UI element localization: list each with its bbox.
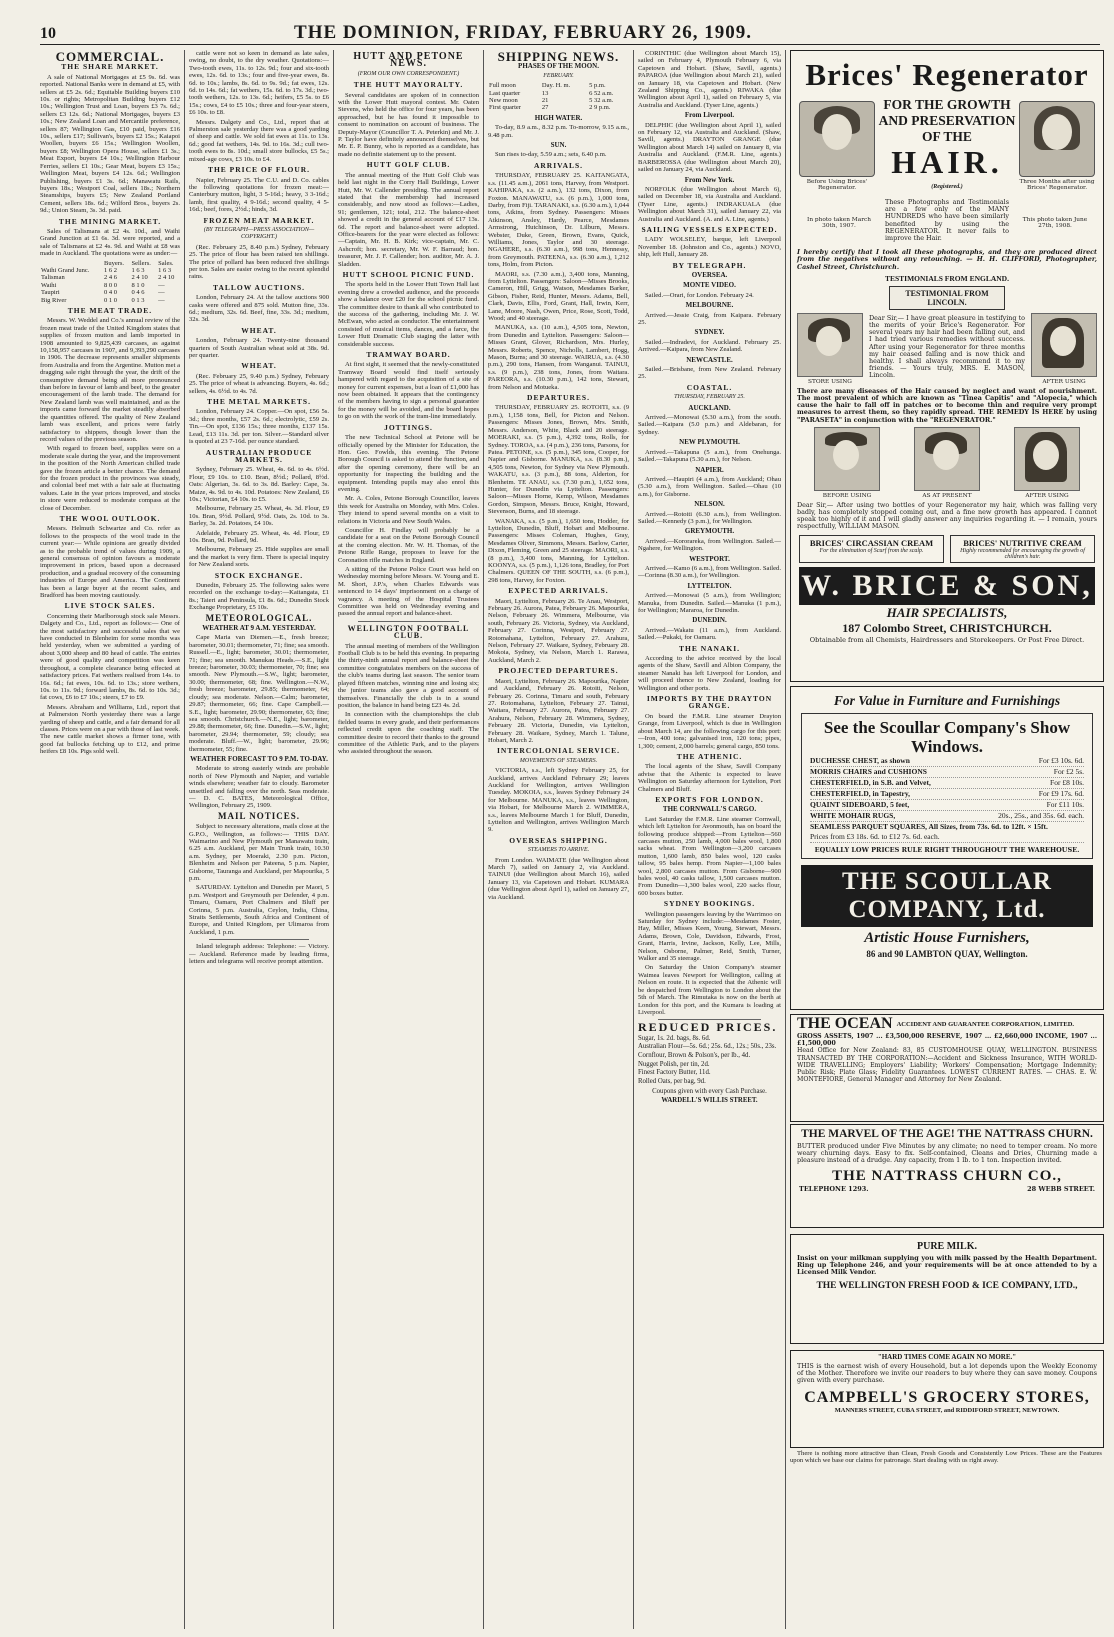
circassian-cream-box: BRICES' CIRCASSIAN CREAM For the elimination of Scurf from the scalp. (799, 535, 944, 563)
tramway-text: At first sight, it seemed that the newly-constituted Tramway Board would find itself seriously hampered with regard to the acquisition of a site of money for current expenses, but a loan of £1,000 has now been obtained. It appears that the contingency of the members having to sign a personal guarantee for the money will be avoided, and the board hopes to go on with the work of the tram-line immediately. (338, 361, 479, 421)
forecast-heading: WEATHER FORECAST TO 9 P.M. TO-DAY. (190, 754, 328, 763)
table-row: Waihi Grand Junc. 1 6 2 1 6 3 1 6 3 (41, 266, 172, 274)
issue-date: FRIDAY, FEBRUARY 26, 1909. (465, 22, 752, 43)
flour-text: Napier, February 25. The C.U. and D. Co. cables the following quotations for frozen meat:—Canterbury mutton, light, 3 5-16d.; heavy, 3 3-16d.; lamb, first quality, 4 9-16d.; second quality, 4 5-16d.; beef, fores, 2½d.; hinds, 3d. (189, 176, 329, 214)
golf-text: The annual meeting of the Hutt Golf Club was held last night in the Corry Hall Buildings, Lower Hutt, Mr. W. Callender presiding. The annual report stated that the membership had increased considerably, and now stood as follows:—Ladies, 91; gentlemen, 121; total, 212. The balance-sheet showed a credit in the general account of £17 13s. 6d. The report and balance-sheet were adopted. Office-bearers for the year were elected as follows:—Captain, Mr. H. B. Kirk; vice-captain, Mr. C. Ashcroft; hon. secretary, Mr. W. F. Barraud; hon. treasurer, Mr. J. F. Callender; hon. auditor, Mr. A. J. Sladden. (338, 171, 479, 268)
mail-text-2: SATURDAY. Lyttelton and Dunedin per Maori, 5 p.m. Westport and Greymouth per Defender, 4 p.m. Timaru, Oamaru, Port Chalmers and Bluff per Corinna, 5 p.m. Australia, Ceylon, India, China, Straits Settlements, South Africa and Continent of Europe, and United Kingdom, per Ulimaroa from Auckland, 1 p.m. (189, 884, 329, 936)
livestock-text: Concerning their Marlborough stock sale Messrs. Dalgety and Co., Ltd., report as follows:— One of the most satisfactory and successful sales that we have conducted in Blenheim for some months was held yesterday, when we submitted a yarding of about 3,000 sheep and 80 head of cattle. The entries were of good quality and competition was keen throughout, a complete clearance being effected at satisfactory prices. Fat wethers realised from 14s. to 16s. 6d.; fat ewes, 10s. 6d. to 13s.; store wethers, 10s. to 11s. 9d.; forward lambs, 8s. 6d. to 10s. 3d.; fat cows, £6 to £7 10s.; steers, £7 to £9. (40, 612, 180, 702)
shipping-title: SHIPPING NEWS. (497, 50, 620, 64)
table-row: First quarter 27 2 9 p.m. (489, 104, 611, 112)
reduced-prices-heading: REDUCED PRICES. (638, 1020, 778, 1035)
overseas-text: From London. WAIMATE (due Wellington about March 7), sailed on January 2, via Auckland. TAINUI (due Wellington about March 16), sailed January 13, via Capetown and Hobart. KUMARA (due Wellington about April 1), sailed on January 27, via Auckland. (488, 856, 629, 901)
paper-title: THE DOMINION, FRIDAY, FEBRUARY 26, 1909. (294, 22, 752, 43)
intercolonial-heading: INTERCOLONIAL SERVICE. (496, 746, 620, 756)
high-water-text: To-day, 8.9 a.m., 8.32 p.m. To-morrow, 9.15 a.m., 9.48 p.m. (488, 124, 629, 139)
mining-table: Buyers. Sellers. Sales. Waihi Grand Junc. 1 6 2 1 6 3 1 6 3 Talisman 2 4 6 2 4 10 2 4 10 Waihi 8 0 0 8 1 0 — Taupiri 0 4 0 0 4 6 — Big River 0 1 0 0 1 3 — (40, 260, 180, 304)
shipping-column: SHIPPING NEWS. PHASES OF THE MOON. FEBRUARY. Full moon Day. H. m. 5 p.m. Last quarter 13 6 52 a.m. New moon 21 5 32 a.m. First quarter 27 2 9 p.m. HIGH WATER. To-day, 8.9 a.m., 8.32 p.m. To-morrow, 9.15 a.m., 9.48 p.m. SUN. Sun rises to-day, 5.59 a.m.; sets, 6.40 p.m. ARRIVALS. THURSDAY, FEBRUARY 25. KAITANGATA, s.s. (11.45 a.m.), 2061 tons, Harvey, from Westport. KAHIPAKA, s.s. (2 a.m.), 132 tons, Dixon, from Foxton. MANAWATU, s.s. (6 p.m.), 1,000 tons, Darby, from Fiji. TARANAKI, s.s. (6.30 a.m.), 1,044 tons, Atkins, from Sydney. Passengers: Misses Atkinson, Ansley, Hardy, Pearce, Mesdames Armstrong, Hutchinson, Dr. Lilburn, Messrs. Webster, Duke, Green, Brown, Evans, Quick, Williams, Jones, Taylor and 30 steerage. NGAHERE, s.s. (6.30 a.m.), 998 tons, Hennessy, from Greymouth. PATEENA, s.s. (6.30 a.m.), 1,212 tons, Holm, from Picton. MAORI, s.s. (7.30 a.m.), 3,400 tons, Manning, from Lyttelton. Passengers: Saloon—Misses Brooks, Cameron, Hill, Grigg, Watson, Mesdames Barker, Gibson, Fisher, Reid, Hunter, Messrs. Adams, Bell, Clark, Davis, Ellis, Ford, Grant, Hall, Irwin, Kerr, Lane, Moore, Nash, Owen, Price, Rose, Scott, Todd, Wood; and 40 steerage. MANUKA, s.s. (10 a.m.), 4,505 tons, Newton, from Dunedin and Lyttelton. Passengers: Saloon—Misses Grant, Glover, Richardson, Mrs. Hurley, Messrs. Roberts, Spence, Nicholls, Lambert, Hogg, Mason, Burns; and 30 steerage. WAIRUA, s.s. (4.30 p.m.), 290 tons, Hansen, from Wanganui. TAINUI, s.s. (9 p.m.), 238 tons, Jones, from Waitara. PAREORA, s.s. (10.30 p.m.), 142 tons, Stewart, from Nelson and Motueka. DEPARTURES. THURSDAY, FEBRUARY 25. ROTOITI, s.s. (9 p.m.), 1,158 tons, Bell, for Picton and Nelson. Passengers: Misses Jones, Brown, Mrs. Smith, Messrs. Anderson, White, Black and 20 steerage. MOERAKI, s.s. (5 p.m.), 4,392 tons, Rolls, for Sydney. TOROA, s.s. (4 p.m.), 236 tons, Parsons, for Patea. PETONE, s.s. (5 p.m.), 345 tons, Cooper, for Napier and Gisborne. MANUKA, s.s. (8.30 p.m.), 4,505 tons, Newton, for Sydney via New Plymouth. WAKATU, s.s. (3 p.m.), 88 tons, Alderton, for Blenheim. TE ANAU, s.s. (7.30 p.m.), 1,652 tons, Hunter, for Dunedin via Lyttelton. Passengers: Saloon—Misses Horne, Kemp, Wilson, Mesdames Gordon, Simpson, Messrs. Bruce, Knight, Howard, Stevenson, Burns, and 18 steerage. WANAKA, s.s. (5 p.m.), 1,650 tons, Hodder, for Lyttelton, Dunedin, Bluff, Hobart and Melbourne. Passengers: Misses Coleman, Hughes, Gray, Mesdames Oliver, Simmons, Messrs. Barlow, Carter, Dixon, Fleming, Green and 25 steerage. MAORI, s.s. (8 p.m.), 3,400 tons, Manning, for Lyttelton. KOONYA, s.s. (5 p.m.), 1,126 tons, Bradley, for Port Chalmers. QUEEN OF THE SOUTH, s.s. (6 p.m.), 298 tons, Harvey, for Foxton. EXPECTED ARRIVALS. Maori, Lyttelton, February 26. Te Anau, Westport, February 26. Aurora, Patea, February 26. Mapourika, Nelson, February 26. Wimmera, Melbourne, via south, February 26. Victoria, Sydney, via Auckland, February 27. Corinna, Westport, February 27. Rotomahana, Lyttelton, February 27. Arahura, Nelson, February 27. Waikare, Sydney, February 28. Mokoia, Sydney, via Nelson, March 1. Rarawa, Auckland, March 2. PROJECTED DEPARTURES. Maori, Lyttelton, February 26. Mapourika, Napier and Auckland, February 26. Rotoiti, Nelson, February 26. Corinna, Timaru and south, February 27. Rotomahana, Lyttelton, February 27. Tainui, Waitara, February 27. Aurora, Patea, February 27. Arahura, Nelson, February 28. Wimmera, Sydney, February 28. Victoria, Dunedin, via Lyttelton, February 28. Waikare, Sydney, March 1. Talune, Hobart, March 2. INTERCOLONIAL SERVICE. MOVEMENTS OF STEAMERS. VICTORIA, s.s., left Sydney February 25, for Auckland, arrives Auckland February 29; leaves Auckland for Wellington, arrives Wellington Tuesday. MOKOIA, s.s., leaves Sydney February 24 for Melbourne. MANUKA, s.s., leaves Wellington, via Hobart, for Melbourne March 2. WIMMERA, s.s., leaves Melbourne March 1 for Bluff, Dunedin, Lyttelton and Wellington, arrives Wellington March 9. OVERSEAS SHIPPING. STEAMERS TO ARRIVE. From London. WAIMATE (due Wellington about March 7), sailed on January 2, via Auckland. TAINUI (due Wellington about March 16), sailed January 13, via Capetown and Hobart. KUMARA (due Wellington about April 1), sailed on January 27, via Auckland. (488, 50, 629, 901)
list-item: CHESTERFIELD, in S.B. and Velvet, For £8 10s. (810, 778, 1084, 787)
before-portrait (799, 101, 875, 177)
table-row: Big River 0 1 0 0 1 3 — (41, 296, 165, 304)
golf-heading: HUTT GOLF CLUB. (366, 160, 451, 170)
mail-text: Subject to necessary alterations, mails close at the G.P.O., Wellington, as follows:— THIS DAY. Waimarino and New Plymouth per Manawatu train, 6.25 a.m. Auckland, per Main Trunk train, 10.30 a.m. Sydney, per Moeraki, 2.30 p.m. Picton, Blenheim and Nelson per Pateena, 5 p.m. Napier, Gisborne, Tauranga and Auckland, per Mapourika, 5 p.m. (189, 823, 329, 883)
column-rule (633, 50, 634, 1629)
jottings-text-4: A sitting of the Petone Police Court was held on Wednesday morning before Messrs. W. Young and E. M. Short, J.P.'s, when Charles Edwards was sentenced to 14 days' imprisonment on a charge of vagrancy. A meeting of the Hospital Trustees Committee was held on Wednesday evening and passed the annual report and balance-sheet. (338, 566, 479, 618)
shop-name: WARDELL'S WILLIS STREET. (661, 1096, 758, 1104)
table-row: Last quarter 13 6 52 a.m. (489, 89, 614, 97)
table-row: Talisman 2 4 6 2 4 10 2 4 10 (41, 274, 175, 282)
list-item: CHESTERFIELD, in Tapestry, For £9 17s. 6d. (810, 789, 1084, 798)
list-item: Finest Factory Butter, 11d. (638, 1069, 711, 1077)
departures-text-2: WANAKA, s.s. (5 p.m.), 1,650 tons, Hodder, for Lyttelton, Dunedin, Bluff, Hobart and Melbourne. Passengers: Misses Coleman, Hughes, Gray, Mesdames Oliver, Simmons, Messrs. Barlow, Carter, Dixon, Fleming, Green and 25 steerage. MAORI, s.s. (8 p.m.), 3,400 tons, Manning, for Lyttelton. KOONYA, s.s. (5 p.m.), 1,126 tons, Bradley, for Port Chalmers. QUEEN OF THE SOUTH, s.s. (6 p.m.), 298 tons, Harvey, for Foxton. (488, 517, 629, 584)
nutritive-cream-box: BRICES' NUTRITIVE CREAM Highly recommended for encouraging the growth of children's hair. (950, 535, 1095, 563)
wheat-heading: WHEAT. (241, 325, 277, 335)
forecast-text: Moderate to strong easterly winds are probable north of New Plymouth and Napier, and variable winds elsewhere; weather fair to cloudy. Barometer unsettled and falling over the north. Seas moderate. — D. C. BATES, Meteorological Office, Wellington, February 25, 1909. (189, 765, 329, 810)
after-using-portrait-2 (1014, 427, 1080, 491)
telegraph-footer: Inland telegraph address: Telephone: — Victory. — Auckland. Reference made by leading firms, letters and telegrams will receive prompt attention. (189, 943, 329, 966)
livestock-text-2: Messrs. Abraham and Williams, Ltd., report that at Palmerston North yesterday there was a large yarding of sheep and cattle, and a fair demand for all classes. Prices were on a par with those of last week. The new cattle market shows a firmer tone, with good fat bullocks fetching up to £12, and prime heifers £8 10s. Pigs sold well. (40, 703, 180, 756)
brices-address: 187 Colombo Street, CHRISTCHURCH. (842, 620, 1052, 635)
arrivals-heading: ARRIVALS. (533, 160, 584, 170)
list-item: Rolled Oats, per bag, 9d. (638, 1077, 706, 1085)
list-item: WHITE MOHAIR RUGS, 20s., 25s., and 35s. 6d. each. (810, 811, 1084, 820)
share-market-heading: THE SHARE MARKET. (61, 62, 159, 72)
weather-text: Cape Maria van Diemen.—E., fresh breeze; barometer, 30.01; thermometer, 71; fine; sea smooth. Russell.—E., light; barometer, 30.01; thermometer, 71; fine; sea smooth. Manukau Heads.—S.E., light breeze; barometer, 30.03; thermometer, 70; fine; sea smooth. New Plymouth.—S.W., light; barometer, 30.00; thermometer, 68; fine. Wellington.—N.W., fresh breeze; barometer, 29.85; thermometer, 64; cloudy; sea moderate. Nelson.—Calm; barometer, 29.87; thermometer, 66; fine. Cape Campbell.—S.E., light; barometer, 29.90; thermometer, 63; fine; sea smooth. Christchurch.—N.E., light; barometer, 29.88; thermometer, 66; fine. Dunedin.—S.W., light; barometer, 29.94; thermometer, 59; cloudy; sea moderate. Bluff.—W., light; barometer, 29.96; thermometer, 55; fine. (189, 634, 329, 753)
produce-text-2: Melbourne, February 25. Wheat, 4s. 3d. Flour, £9 10s. Bran, 9½d. Pollard, 9½d. Oats, 2s. 10d. to 3s. Barley, 3s. 2d. Potatoes, £4 10s. (189, 505, 329, 528)
meteorological-heading: METEOROLOGICAL. (205, 612, 313, 623)
pure-milk-ad: PURE MILK. Insist on your milkman supplying you with milk passed by the Health Department. Ring up Telephone 246, and your requirements will be at once attended to by a Licensed Milk Vendor. THE WELLINGTON FRESH FOOD & ICE COMPANY, LTD., (790, 1234, 1104, 1344)
table-row: New moon 21 5 32 a.m. (489, 97, 614, 105)
scoullar-name-banner: THE SCOULLAR COMPANY, Ltd. (801, 865, 1093, 927)
mining-heading: THE MINING MARKET. (58, 216, 162, 226)
wool-heading: THE WOOL OUTLOOK. (59, 513, 161, 523)
jottings-heading: JOTTINGS. (384, 422, 433, 432)
overseas-heading: OVERSEAS SHIPPING. (509, 835, 608, 845)
list-item: Sugar, 1s. 2d. bags, 8s. 6d. (638, 1034, 711, 1042)
cattle-text: cattle were not so keen in demand as late sales, owing, no doubt, to the dry weather. Quotations:—Two-tooth ewes, 11s. to 12s. 9d.; four and six-tooth ewes, 12s. 6d. to 13s.; four and five-year ewes, 8s. 6d. to 10s.; lambs, 8s. 6d. to 9s. 9d.; fat ewes, 12s. 6d. to 14s. 6d.; fat wethers, 15s. 6d. to 17s. 3d.; two-tooth wethers, 12s. to 13s. 6d.; heifers, £5 5s. to £6 15s.; cows, £4 to £5 10s.; three and four-year steers, £6 10s. to £8. (189, 50, 329, 117)
sun-text: Sun rises to-day, 5.59 a.m.; sets, 6.40 p.m. (495, 151, 607, 159)
meat-trade-text: Messrs. W. Weddel and Co.'s annual review of the frozen meat trade of the United Kingdom states that supplies of frozen mutton and lamb imported in 1908 amounted to 9,825,439 carcases, as against 10,158,957 carcases in 1907, and 9,393,290 carcases in 1906. The decrease represents smaller shipments from Australia and from the Argentine. Mutton met a dragging sale right through the year, the drift of the consumptive demand being all more pronounced than before in favour of lamb and beef, to the greater encouragement of the lamb trade. The demand for New Zealand lamb was well maintained, and as the imports came forward the market steadily absorbed the quantities offered. The quality of New Zealand lamb was excellent, and prices were fairly satisfactory to shippers, though lower than the record values of the previous season. (40, 317, 180, 443)
list-item: MORRIS CHAIRS and CUSHIONS For £2 5s. (810, 767, 1084, 776)
brice-son-banner: W. BRICE & SON, (799, 567, 1095, 605)
jottings-text-2: Mr. A. Coles, Petone Borough Councillor, leaves this week for Australia on Monday, with Mrs. Coles. They intend to spend several months on a visit to relations in Victoria and New South Wales. (338, 495, 479, 525)
col5-top-text: CORINTHIC (due Wellington about March 15), sailed on February 4, Plymouth February 6, via Capetown and Hobart. (Shaw, Savill, agents.) PAPAROA (due Wellington about March 21), sailed on January 18, via Capetown and Hobart. (New Zealand Shipping Co., agents.) RIWAKA (due Wellington about April 1), sailed on February 5, via Australia and Auckland. (Tyser Line, agents.) (638, 50, 781, 109)
commercial-title: COMMERCIAL. (55, 50, 165, 64)
wheat-text-2: (Rec. February 25, 9.40 p.m.) Sydney, February 25. The price of wheat is advancing. Buyers, 4s. 6d.; sellers, 4s. 6½d. to 4s. 7d. (189, 372, 329, 395)
stock-exchange-text: Dunedin, February 25. The following sales were recorded on the exchange to-day:—Kaitangata, £1 8s.; Taieri and Peninsula, £1 8s. 6d.; Dunedin Stock Exchange Proprietary, £5 10s. (189, 582, 329, 612)
picnic-heading: HUTT SCHOOL PICNIC FUND. (342, 269, 475, 279)
expected-text: Maori, Lyttelton, February 26. Te Anau, Westport, February 26. Aurora, Patea, February 26. Mapourika, Nelson, February 26. Wimmera, Melbourne, via south, February 26. Victoria, Sydney, via Auckland, February 27. Corinna, Westport, February 27. Rotomahana, Lyttelton, February 27. Arahura, Nelson, February 27. Waikare, Sydney, February 28. Mokoia, Sydney, via Nelson, March 1. Rarawa, Auckland, March 2. (488, 597, 629, 664)
table-row: Taupiri 0 4 0 0 4 6 — (41, 289, 165, 297)
meat-trade-text-2: With regard to frozen beef, supplies were on a moderate scale during the year, and the improvement in the position of the North American chilled trade gave the frozen article a better chance. The demand for the frozen product in the provinces was steady, and colonial beef met with a fair sale at fluctuating values. Late in the year prices improved, and stocks in store were reduced to moderate compass at the close of December. (40, 445, 180, 512)
produce-text: Sydney, February 25. Wheat, 4s. 6d. to 4s. 6½d. Flour, £9 10s. to £10. Bran, 8½d.; Pollard, 8½d. Oats: Algerian, 3s. 6d. to 3s. 8d. Barley: Cape, 3s. Maize, 4s. 9d. to 4s. 10d. Potatoes: New Zealand, £6 10s.; Victorian, £4 10s. to £5. (189, 466, 329, 503)
wool-text: Messrs. Helmuth Schwartze and Co. refer as follows to the prospects of the wool trade in the current year:— While opinions are greatly divided as to the probable trend of values during 1909, a general consensus of opinion favours a moderate improvement in prices, based upon a decreased production, and a gradual recovery of the consuming industries of Europe and America. The Continent has been a large buyer at the recent sales, and Bradford has been moving cautiously. (40, 525, 180, 600)
frozen-meat-text: (Rec. February 25, 8.40 p.m.) Sydney, February 25. The price of flour has been raised ten shillings. The price of pollard has been reduced five shillings per ton. Sales are easier owing to the recent splendid rains. (189, 243, 329, 281)
column-rule (333, 50, 334, 1629)
hutt-column: HUTT AND PETONE NEWS. (FROM OUR OWN CORRESPONDENT.) THE HUTT MAYORALTY. Several candidates are spoken of in connection with the Lower Hutt mayoral contest. Mr. Oaten Stevens, who held the office for four years, has been approached, but he has found it impossible to consent to nomination on account of business. The Deputy-Mayor (Councillor T. A. Peterkin) and Mr. J. P. Taylor have definitely announced themselves, but Mr. E. P. Bunny, who is reported as a candidate, has made no definite statement up to the present. HUTT GOLF CLUB. The annual meeting of the Hutt Golf Club was held last night in the Corry Hall Buildings, Lower Hutt, Mr. W. Callender presiding. The annual report stated that the membership had increased considerably, and now stood as follows:—Ladies, 91; gentlemen, 121; total, 212. The balance-sheet showed a credit in the general account of £17 13s. 6d. The report and balance-sheet were adopted. Office-bearers for the year were elected as follows:—Captain, Mr. H. B. Kirk; vice-captain, Mr. C. Ashcroft; hon. secretary, Mr. W. F. Barraud; hon. treasurer, Mr. J. F. Callender; hon. auditor, Mr. A. J. Sladden. HUTT SCHOOL PICNIC FUND. The sports held in the Lower Hutt Town Hall last evening drew a crowded audience, and the proceeds show a balance over £20 for the school picnic fund. The committee desire to thank all who contributed to the success of the gathering, including Mr. J. W. McEwan, who acted as conductor. The entertainment consisted of musical items, dances, and a farce, the Lower Hutt Dramatic Club staging the latter with considerable success. TRAMWAY BOARD. At first sight, it seemed that the newly-constituted Tramway Board would find itself seriously hampered with regard to the acquisition of a site of money for current expenses, but a loan of £1,000 has now been obtained. It appears that the contingency of the members having to sign a personal guarantee for the money will be avoided, and the board hopes to go on with the work of the tram-line immediately. JOTTINGS. The new Technical School at Petone will be officially opened by the Minister for Education, the Hon. Geo. Fowlds, this evening. The Petone Borough Council is asked to attend the function, and after the opening ceremony, there will be an opportunity for inspecting the building and the equipment. Intending pupils may also enrol this evening. Mr. A. Coles, Petone Borough Councillor, leaves this week for Australia on Monday, with Mrs. Coles. They intend to spend several months on a visit to relations in Victoria and New South Wales. Councillor H. Findlay will probably be a candidate for a seat on the Petone Borough Council at the coming election. Mr. W. H. Thomas, of the Petone Rifle Range, proposes to leave for the Coronation rifle matches in England. A sitting of the Petone Police Court was held on Wednesday morning before Messrs. W. Young and E. M. Short, J.P.'s, when Charles Edwards was sentenced to 14 days' imprisonment on a charge of vagrancy. A meeting of the Hospital Trustees Committee was held on Wednesday evening and passed the annual report and balance-sheet. WELLINGTON FOOTBALL CLUB. The annual meeting of members of the Wellington Football Club is to be held this evening. In preparing the thirty-ninth annual report and balance-sheet the committee congratulates members on the success of the club's teams during last season. The senior team played fifteen matches, winning nine and losing six; the junior teams also gave a good account of themselves. Financially the club is in a sound position, the balance in hand being £23 4s. 2d. In connection with the championships the club fielded teams in every grade, and their performances reflected credit upon the coaching staff. The committee desire to record their thanks to the ground committee of the Athletic Park, and to the players who assisted throughout the season. (338, 51, 479, 756)
scoullar-ad: For Value in Furniture and Furnishings See the Scoullar Company's Show Windows. DUCHESSE CHEST, as shown For £3 10s. 6d. MORRIS CHAIRS and CUSHIONS For £2 5s. CHESTERFIELD, in S.B. and Velvet, For £8 10s. CHESTERFIELD, in Tapestry, For £9 17s. 6d. QUAINT SIDEBOARD, 5 feet, For £11 10s. WHITE MOHAIR RUGS, 20s., 25s., and 35s. 6d. each. SEAMLESS PARQUET SQUARES, All Sizes, from 73s. 6d. to 12ft. × 15ft. Prices from £3 18s. 6d. to £12 7s. 6d. each. EQUALLY LOW PRICES RULE RIGHT THROUGHOUT THE WAREHOUSE. THE SCOULLAR COMPANY, Ltd. Artistic House Furnishers, 86 and 90 LAMBTON QUAY, Wellington. (790, 686, 1104, 1010)
football-heading: WELLINGTON FOOTBALL CLUB. (347, 623, 470, 641)
list-item: Cornflour, Brown & Polson's, per lb., 4d. (638, 1051, 751, 1059)
flour-heading: THE PRICE OF FLOUR. (207, 165, 311, 175)
hutt-title: HUTT AND PETONE NEWS. (353, 51, 464, 70)
before-using-portrait (814, 427, 880, 491)
metal-text: London, February 24. Copper.—On spot, £56 5s. 3d.; three months, £57 2s. 6d.; electrolytic, £59 2s. Tin.—On spot, £136 15s.; three months, £137 15s. Lead, £13 11s. 3d. per ton. Silver.—Standard silver is quoted at 23 7-16d. per ounce standard. (189, 408, 329, 446)
ocean-corporation-ad: THE OCEAN ACCIDENT AND GUARANTEE CORPORATION, LIMITED. GROSS ASSETS, 1907 ... £3,500,000 RESERVE, 1907 ... £2,660,000 INCOME, 1907 ... £1,500,000 Head Office for New Zealand: 83, 85 CUSTOMHOUSE QUAY, WELLINGTON. BUSINESS TRANSACTED BY THE CORPORATION:—Accident and Sickness Insurance, WITH WORLD-WIDE TRAVELLING; Employers' Liability; Workers' Compensation; Mortgage Indemnity; Public Risk; Plate Glass; Fidelity Guarantees. LOWEST CURRENT RATES. — CHAS. E. W. MONTEFIORE, General Manager and Attorney for New Zealand. (790, 1014, 1104, 1122)
hides-text: Melbourne, February 25. Hide supplies are small and the market is very firm. There is special inquiry for New Zealand sorts. (189, 546, 329, 569)
column-rule (785, 50, 786, 1629)
wheat-text: London, February 24. Twenty-nine thousand quarters of South Australian wheat sold at 38s. 9d. per quarter. (189, 337, 329, 360)
table-row: Waihi 8 0 0 8 1 0 — (41, 281, 165, 289)
reduced-prices-list: Sugar, 1s. 2d. bags, 8s. 6d. Australian Flour—5s. 6d.; 25s. 6d., 12s.; 50s., 23s. Cornflour, Brown & Polson's, per lb., 4d. Nugget Polish, per tin, 2d. Finest Factory Butter, 11d. Rolled Oats, per bag, 9d. Coupons given with every Cash Purchase. WARDELL'S WILLIS STREET. (638, 1035, 781, 1106)
campbell-tail: There is nothing more attractive than Clean, Fresh Goods and Consistently Low Prices. These are the Features upon which we base our claims for patronage. Start dealing with us right away. (790, 1450, 1102, 1465)
brices-title: Brices' Regenerator (805, 57, 1089, 92)
produce-text-3: Adelaide, February 25. Wheat, 4s. 4d. Flour, £9 10s. Bran, 9d. Pollard, 9d. (189, 529, 329, 544)
table-row: Full moon Day. H. m. 5 p.m. (489, 82, 606, 90)
mail-notices-heading: MAIL NOTICES. (217, 810, 301, 821)
intercolonial-text: VICTORIA, s.s., left Sydney February 25, for Auckland, arrives Auckland February 29; leaves Auckland for Wellington, arrives Wellington Tuesday. MOKOIA, s.s., leaves Sydney February 24 for Melbourne. MANUKA, s.s., leaves Wellington, via Hobart, for Melbourne March 2. WIMMERA, s.s., leaves Melbourne March 1 for Bluff, Dunedin, Lyttelton and Wellington, arrives Wellington March 9. (488, 767, 629, 834)
meat-trade-heading: THE MEAT TRADE. (67, 306, 153, 315)
arrivals-text-3: MANUKA, s.s. (10 a.m.), 4,505 tons, Newton, from Dunedin and Lyttelton. Passengers: Saloon—Misses Grant, Glover, Richardson, Mrs. Hurley, Messrs. Roberts, Spence, Nicholls, Lambert, Hogg, Mason, Burns; and 30 steerage. WAIRUA, s.s. (4.30 p.m.), 290 tons, Hansen, from Wanganui. TAINUI, s.s. (9 p.m.), 238 tons, Jones, from Waitara. PAREORA, s.s. (10.30 p.m.), 142 tons, Stewart, from Nelson and Motueka. (488, 324, 629, 391)
jottings-text-3: Councillor H. Findlay will probably be a candidate for a seat on the Petone Borough Council at the coming election. Mr. W. H. Thomas, of the Petone Rifle Range, proposes to leave for the Coronation rifle matches in England. (338, 526, 479, 564)
metal-heading: THE METAL MARKETS. (207, 397, 311, 407)
share-market-text: A sale of National Mortgages at £5 9s. 6d. was reported. National Banks were in demand at £5, with sellers at £5 2s. 6d.; Equitable Building buyers £10 10s. or rights; Metropolitan Building buyers £12 10s.; Wellington Trust and Loan, buyers £3 7s. 6d.; sellers £3 12s. 6d.; National Mortgages, buyers £3 10s.; New Zealand Loan and Mercantile preference, sellers 87; Wellington Gas, £10 paid, buyers £16 10s., sellers £17; Sullivan's, buyers £2 15s.; Kaiapoi Woollen, buyers £6 15s.; Wellington Woollen, buyers £8; Wellington Opera House, sellers £1 3s.; Meat Export, buyers £4 10s.; Wellington Harbour Ferries, sellers £1 10s.; Gear Meat, buyers £3 15s.; Wellington Meat, buyers £4 12s. 6d.; Wellington Publishing, buyers £1 3s. 6d.; Manawatu Rails, buyers 18s.; Westport Coal, sellers 18s.; Northern Steamships, buyers £5; New Zealand Portland Cement, sellers 18s. 6d.; Wilford Bros., buyers 2s. 9d.; Union Steam, 3s. 3d. paid. (40, 73, 180, 215)
projected-text: Maori, Lyttelton, February 26. Mapourika, Napier and Auckland, February 26. Rotoiti, Nelson, February 26. Corinna, Timaru and south, February 27. Rotomahana, Lyttelton, February 27. Tainui, Waitara, February 27. Aurora, Patea, February 27. Arahura, Nelson, February 28. Wimmera, Sydney, February 28. Victoria, Dunedin, via Lyttelton, February 28. Waikare, Sydney, March 1. Talune, Hobart, March 2. (488, 677, 629, 744)
campbell-grocery-ad: "HARD TIMES COME AGAIN NO MORE." THIS is the earnest wish of every Household, but a lot depends upon the Weekly Economy of the Mother. Therefore we invite our readers to buy where they can save money. Coupons given with every purchase. CAMPBELL'S GROCERY STORES, MANNERS STREET, CUBA STREET, and RIDDIFORD STREET, NEWTOWN. (790, 1350, 1104, 1448)
page-number: 10 (40, 25, 56, 42)
column-rule (483, 50, 484, 1629)
commercial-column (40, 50, 180, 1631)
livestock-heading: LIVE STOCK SALES. (64, 601, 156, 611)
stock-exchange-heading: STOCK EXCHANGE. (214, 570, 304, 580)
list-item: Nugget Polish, per tin, 2d. (638, 1060, 710, 1068)
masthead (40, 22, 1100, 45)
shipping-continued-column: CORINTHIC (due Wellington about March 15), sailed on February 4, Plymouth February 6, via Capetown and Hobart. (Shaw, Savill, agents.) PAPAROA (due Wellington about March 21), sailed on January 18, via Capetown and Hobart. (New Zealand Shipping Co., agents.) RIWAKA (due Wellington about April 1), sailed on February 5, via Australia and Auckland. (Tyser Line, agents.) From Liverpool. DELPHIC (due Wellington about April 1), sailed on February 12, via Australia and Auckland. (Shaw, Savill, agents.) DRAYTON GRANGE (due Wellington about March 14) sailed on January 8, via Australia and Auckland. (F.M.R. Line, agents.) BARBEROSSA (due Wellington about March 20), sailed on January 24, via Auckland. From New York. NORFOLK (due Wellington about March 6), sailed on December 18, via Australia and Auckland. (Tyser Line, agents.) INDRAKUALA (due Wellington about March 31), sailed January 22, via Australia and Auckland. (A. and A. Line, agents.) SAILING VESSELS EXPECTED. LADY WOLSELEY, barque, left Liverpool November 18. (Johnston and Co., agents.) NOVO, ship, left Hull, January 28. BY TELEGRAPH. OVERSEA. MONTE VIDEO. Sailed.—Orari, for London. February 24. MELBOURNE. Arrived.—Jessie Craig, from Kaipara. February 25. SYDNEY. Sailed.—Indradevi, for Auckland. February 25. Arrived.—Kaipara, from New Zealand. NEWCASTLE. Sailed.—Brisbane, from New Zealand. February 25. COASTAL. THURSDAY, FEBRUARY 25. AUCKLAND. Arrived.—Monowai (5.30 a.m.), from the south. Sailed.—Kaipara (5.0 p.m.) and Aldebaran, for Sydney. NEW PLYMOUTH. Arrived.—Takapuna (5 a.m.), from Onehunga. Sailed.—Takapuna (5.30 a.m.), for Nelson. NAPIER. Arrived.—Haupiri (4 a.m.), from Auckland; Ohau (5.30 a.m.), from Wellington. Sailed.—Ohau (10 a.m.), for Gisborne. NELSON. Arrived.—Rotoiti (6.30 a.m.), from Wellington. Sailed.—Kennedy (3 p.m.), for Wellington. GREYMOUTH. Arrived.—Kororareka, from Wellington. Sailed.—Ngahere, for Wellington. WESTPORT. Arrived.—Kamo (6 a.m.), from Wellington. Sailed.—Corinna (8.30 a.m.), for Wellington. LYTTELTON. Arrived.—Monowai (5 a.m.), from Wellington; Manuka, from Dunedin. Sailed.—Manuka (1 p.m.), for Wellington; Mararoa, for Dunedin. DUNEDIN. Arrived.—Wakatu (11 a.m.), from Auckland. Sailed.—Pukaki, for Oamaru. THE NANAKI. According to the advice received by the local agents of the Shaw, Savill and Albion Company, the steamer Nanaki has left Liverpool for London, and will proceed thence to New Zealand, loading for Wellington and other ports. IMPORTS BY THE DRAYTON GRANGE. On board the F.M.R. Line steamer Drayton Grange, from Liverpool, which is due in Wellington about March 14, are the following cargo for this port:—Iron, 400 tons; galvanised iron, 120 tons; pipes, 1,300; cement, 2,000 barrels; general cargo, 850 tons. THE ATHENIC. The local agents of the Shaw, Savill Company advise that the Athenic is expected to leave Wellington on Saturday afternoon for Lyttelton, Port Chalmers and Bluff. EXPORTS FOR LONDON. THE CORNWALL'S CARGO. Last Saturday the F.M.R. Line steamer Cornwall, which left Lyttelton for Avonmouth, has on board the following produce shipped:—From Lyttelton—560 carcases mutton, 250 lamb, 4,000 bales wool, 1,800 sacks wheat. From Wellington—3,200 carcases mutton, 1,600 lamb, 850 bales wool, 120 casks tallow, 95 bales hemp. From Napier—1,100 bales wool, 2,800 carcases mutton. From Gisborne—900 bales wool, 40 casks tallow, 1,500 carcases mutton. From Dunedin—1,300 bales wool, 220 sacks flour, 600 boxes butter. SYDNEY BOOKINGS. Wellington passengers leaving by the Warrimoo on Saturday for Sydney include:—Mesdames Foster, Hay, Miller, Misses Keen, Young, Stewart, Messrs. Adams, Brown, Cole, Davidson, Edwards, Frost, Grant, Harris, Irvine, Jackson, Kelly, Lee, Mills, Nelson, Osborne, Palmer, Reid, Smith, Turner, Walker and 35 steerage. On Saturday the Union Company's steamer Waimea leaves Newport for Wellington, calling at Nelson en route. It is expected that the Athenic will be despatched from Wellington to London about the 5th of March. The Rimutaka is now on the berth at London for this port, and the Kumara is loading at Liverpool. REDUCED PRICES. Sugar, 1s. 2d. bags, 8s. 6d. Australian Flour—5s. 6d.; 25s. 6d., 12s.; 50s., 23s. Cornflour, Brown & Polson's, per lb., 4d. Nugget Polish, per tin, 2d. Finest Factory Butter, 11d. Rolled Oats, per bag, 9d. Coupons given with every Cash Purchase. WARDELL'S WILLIS STREET. (638, 50, 781, 1104)
tallow-text: London, February 24. At the tallow auctions 900 casks were offered and 875 sold. Mutton fine, 33s. 6d.; medium, 32s. 6d. Beef, fine, 33s. 3d.; medium, 32s. 3d. (189, 294, 329, 324)
moon-table (488, 82, 629, 112)
nattrass-churn-ad: THE MARVEL OF THE AGE! THE NATTRASS CHURN. BUTTER produced under Five Minutes by any climate; no need to temper cream. No more weary churning days. Easy to fix. Self-contained, Cleans and Dries, Churning made a pleasure instead of a drudge. Any capacity, from 1 lb. to 1 ton. Inspection invited. THE NATTRASS CHURN CO., TELEPHONE 1293. 28 WEBB STREET. (790, 1124, 1104, 1228)
list-item: QUAINT SIDEBOARD, 5 feet, For £11 10s. (810, 800, 1084, 809)
departures-text: THURSDAY, FEBRUARY 25. ROTOITI, s.s. (9 p.m.), 1,158 tons, Bell, for Picton and Nelson. Passengers: Misses Jones, Brown, Mrs. Smith, Messrs. Anderson, White, Black and 20 steerage. MOERAKI, s.s. (5 p.m.), 4,392 tons, Rolls, for Sydney. TOROA, s.s. (4 p.m.), 236 tons, Parsons, for Patea. PETONE, s.s. (5 p.m.), 345 tons, Cooper, for Napier and Gisborne. MANUKA, s.s. (8.30 p.m.), 4,505 tons, Newton, for Sydney via New Plymouth. WAKATU, s.s. (3 p.m.), 88 tons, Alderton, for Blenheim. TE ANAU, s.s. (7.30 p.m.), 1,652 tons, Hunter, for Dunedin via Lyttelton. Passengers: Saloon—Misses Horne, Kemp, Wilson, Mesdames Gordon, Simpson, Messrs. Bruce, Knight, Howard, Stevenson, Burns, and 18 steerage. (488, 404, 629, 516)
churn-title: THE MARVEL OF THE AGE! THE NATTRASS CHURN. (801, 1128, 1093, 1140)
produce-heading: AUSTRALIAN PRODUCE MARKETS. (205, 447, 313, 464)
campbell-name: CAMPBELL'S GROCERY STORES, (804, 1388, 1090, 1406)
football-text: The annual meeting of members of the Wellington Football Club is to be held this evening. In preparing the thirty-ninth annual report and balance-sheet the committee congratulates members on the success of the club's teams during last season. The senior team played fifteen matches, winning nine and losing six; the junior teams also gave a good account of themselves. Financially the club is in a sound position, the balance in hand being £23 4s. 2d. (338, 642, 479, 709)
present-portrait (914, 427, 980, 491)
milk-title: PURE MILK. (917, 1241, 977, 1252)
ocean-title: THE OCEAN (797, 1015, 893, 1032)
tallow-heading: TALLOW AUCTIONS. (213, 282, 305, 292)
list-item: Australian Flour—5s. 6d.; 25s. 6d., 12s.; 50s., 23s. (638, 1043, 777, 1051)
store-using-portrait (797, 313, 863, 377)
brices-regenerator-ad: Brices' Regenerator Before Using Brices' Regenerator. FOR THE GROWTH AND PRESERVATION OF THE HAIR. (Registered.) Three Months after using Brices' Regenerator. In photo taken March 30th, 1907. These Photographs and Testimonials are a few only of the MANY HUNDREDS who have been similarly benefited by using the REGENERATOR. It never fails to improve the Hair. This photo taken June 27th, 1908. I hereby certify that I took all these photographs, and they are produced direct from the negatives without any retouching. — H. H. CLIFFORD, Photographer, Cashel Street, Christchurch. TESTIMONIALS FROM ENGLAND. TESTIMONIAL FROM LINCOLN. STORE USING Dear Sir,— I have great pleasure in testifying to the merits of your Brice's Regenerator. For several years my hair had been falling out, and I had tried various remedies without success. After using your Regenerator for three months my hair ceased falling and is now thick and healthy. I shall always recommend it to my friends. — Yours truly, MRS. E. MASON, Lincoln. AFTER USING There are many diseases of the Hair caused by neglect and want of nourishment. The most prevalent of which are known as "Tinea Capitis" and "Alopecia," which cause the hair to fall off in patches or to become thin and require very prompt measures to arrest them, so they rapidly spread. THE REMEDY IS HERE by using "PARASETA" in conjunction with the "REGENERATOR." BEFORE USING AS AT PRESENT AFTER USING Dear Sir,— After using two bottles of your Regenerator my hair, which was falling very badly, has completely stopped coming out, and a fine new growth has appeared. I cannot speak too highly of it and I will gladly answer any inquiries regarding it. — I remain, yours respectfully, WILLIAM MASON. BRICES' CIRCASSIAN CREAM For the elimination of Scurf from the scalp. BRICES' NUTRITIVE CREAM Highly recommended for encouraging the growth of children's hair. W. BRICE & SON, HAIR SPECIALISTS, 187 Colombo Street, CHRISTCHURCH. Obtainable from all Chemists, Hairdressers and Storekeepers. Or Post Free Direct. (790, 50, 1104, 682)
projected-heading: PROJECTED DEPARTURES. (498, 666, 619, 676)
mining-text: Sales of Talismans at £2 4s. 10d., and Waihi Grand Junction at £1 6s. 3d. were reported, and a sale of Talismans at £2 4s. 9d. and Waihi at £8 was made in Auckland. The quotations were as under:— (40, 227, 180, 258)
departures-heading: DEPARTURES. (527, 393, 590, 403)
wheat-heading-2: WHEAT. (241, 361, 277, 371)
markets-column: cattle were not so keen in demand as late sales, owing, no doubt, to the dry weather. Quotations:—Two-tooth ewes, 11s. to 12s. 9d.; four and six-tooth ewes, 12s. 6d. to 13s.; four and five-year ewes, 8s. 6d. to 10s.; lambs, 8s. 6d. to 9s. 9d.; fat ewes, 12s. 6d. to 14s. 6d.; fat wethers, 15s. 6d. to 17s. 3d.; two-tooth wethers, 12s. to 13s. 6d.; heifers, £5 5s. to £6 15s.; cows, £4 to £5 10s.; three and four-year steers, £6 10s. to £8. Messrs. Dalgety and Co., Ltd., report that at Palmerston sale yesterday there was a good yarding of sheep and cattle. We sold fat ewes at 11s. to 13s. 6d.; good fat wethers, 14s. 9d. to 16s. 3d.; cull two-tooth ewes to 8s. 10d.; small store bullocks, £5 5s.; mixed-age cows, £3 10s. to £4. THE PRICE OF FLOUR. Napier, February 25. The C.U. and D. Co. cables the following quotations for frozen meat:—Canterbury mutton, light, 3 5-16d.; heavy, 3 3-16d.; lamb, first quality, 4 9-16d.; second quality, 4 5-16d.; beef, fores, 2½d.; hinds, 3d. FROZEN MEAT MARKET. (BY TELEGRAPH—PRESS ASSOCIATION—COPYRIGHT.) (Rec. February 25, 8.40 p.m.) Sydney, February 25. The price of flour has been raised ten shillings. The price of pollard has been reduced five shillings per ton. Sales are easier owing to the recent splendid rains. TALLOW AUCTIONS. London, February 24. At the tallow auctions 900 casks were offered and 875 sold. Mutton fine, 33s. 6d.; medium, 32s. 6d. Beef, fine, 33s. 3d.; medium, 32s. 3d. WHEAT. London, February 24. Twenty-nine thousand quarters of South Australian wheat sold at 38s. 9d. per quarter. WHEAT. (Rec. February 25, 9.40 p.m.) Sydney, February 25. The price of wheat is advancing. Buyers, 4s. 6d.; sellers, 4s. 6½d. to 4s. 7d. THE METAL MARKETS. London, February 24. Copper.—On spot, £56 5s. 3d.; three months, £57 2s. 6d.; electrolytic, £59 2s. Tin.—On spot, £136 15s.; three months, £137 15s. Lead, £13 11s. 3d. per ton. Silver.—Standard silver is quoted at 23 7-16d. per ounce standard. AUSTRALIAN PRODUCE MARKETS. Sydney, February 25. Wheat, 4s. 6d. to 4s. 6½d. Flour, £9 10s. to £10. Bran, 8½d.; Pollard, 8½d. Oats: Algerian, 3s. 6d. to 3s. 8d. Barley: Cape, 3s. Maize, 4s. 9d. to 4s. 10d. Potatoes: New Zealand, £6 10s.; Victorian, £4 10s. to £5. Melbourne, February 25. Wheat, 4s. 3d. Flour, £9 10s. Bran, 9½d. Pollard, 9½d. Oats, 2s. 10d. to 3s. Barley, 3s. 2d. Potatoes, £4 10s. Adelaide, February 25. Wheat, 4s. 4d. Flour, £9 10s. Bran, 9d. Pollard, 9d. Melbourne, February 25. Hide supplies are small and the market is very firm. There is special inquiry for New Zealand sorts. STOCK EXCHANGE. Dunedin, February 25. The following sales were recorded on the exchange to-day:—Kaitangata, £1 8s.; Taieri and Peninsula, £1 8s. 6d.; Dunedin Stock Exchange Proprietary, £5 10s. METEOROLOGICAL. WEATHER AT 9 A.M. YESTERDAY. Cape Maria van Diemen.—E., fresh breeze; barometer, 30.01; thermometer, 71; fine; sea smooth. Russell.—E., light; barometer, 30.01; thermometer, 71; fine; sea smooth. Manukau Heads.—S.E., light breeze; barometer, 30.03; thermometer, 70; fine; sea smooth. New Plymouth.—S.W., light; barometer, 30.00; thermometer, 68; fine. Wellington.—N.W., fresh breeze; barometer, 29.85; thermometer, 64; cloudy; sea moderate. Nelson.—Calm; barometer, 29.87; thermometer, 66; fine. Cape Campbell.—S.E., light; barometer, 29.90; thermometer, 63; fine; sea smooth. Christchurch.—N.E., light; barometer, 29.88; thermometer, 66; fine. Dunedin.—S.W., light; barometer, 29.94; thermometer, 59; cloudy; sea moderate. Bluff.—W., light; barometer, 29.96; thermometer, 55; fine. WEATHER FORECAST TO 9 P.M. TO-DAY. Moderate to strong easterly winds are probable north of New Plymouth and Napier, and variable winds elsewhere; weather fair to cloudy. Barometer unsettled and falling over the north. Seas moderate. — D. C. BATES, Meteorological Office, Wellington, February 25, 1909. MAIL NOTICES. Subject to necessary alterations, mails close at the G.P.O., Wellington, as follows:— THIS DAY. Waimarino and New Plymouth per Manawatu train, 6.25 a.m. Auckland, per Main Trunk train, 10.30 a.m. Sydney, per Moeraki, 2.30 p.m. Picton, Blenheim and Nelson per Pateena, 5 p.m. Napier, Gisborne, Tauranga and Auckland, per Mapourika, 5 p.m. SATURDAY. Lyttelton and Dunedin per Maori, 5 p.m. Westport and Greymouth per Defender, 4 p.m. Timaru, Oamaru, Port Chalmers and Bluff per Corinna, 5 p.m. Australia, Ceylon, India, China, Straits Settlements, South Africa and Continent of Europe, and United Kingdom, per Ulimaroa from Auckland, 1 p.m. Inland telegraph address: Telephone: — Victory. — Auckland. Reference made by leading firms, letters and telegrams will receive prompt attention. (189, 50, 329, 966)
after-portrait (1019, 101, 1095, 177)
football-text-2: In connection with the championships the club fielded teams in every grade, and their performances reflected credit upon the coaching staff. The committee desire to record their thanks to the ground committee of the Athletic Park, and to the players who assisted throughout the season. (338, 711, 479, 756)
mayoralty-heading: THE HUTT MAYORALTY. (353, 80, 464, 90)
tramway-heading: TRAMWAY BOARD. (366, 350, 451, 360)
arrivals-text: THURSDAY, FEBRUARY 25. KAITANGATA, s.s. (11.45 a.m.), 2061 tons, Harvey, from Westport. KAHIPAKA, s.s. (2 a.m.), 132 tons, Dixon, from Foxton. MANAWATU, s.s. (6 p.m.), 1,000 tons, Darby, from Fiji. TARANAKI, s.s. (6.30 a.m.), 1,044 tons, Atkins, from Sydney. Passengers: Misses Atkinson, Ansley, Hardy, Pearce, Mesdames Armstrong, Hutchinson, Dr. Lilburn, Messrs. Webster, Duke, Green, Brown, Evans, Quick, Williams, Jones, Taylor and 30 steerage. NGAHERE, s.s. (6.30 a.m.), 998 tons, Hennessy, from Greymouth. PATEENA, s.s. (6.30 a.m.), 1,212 tons, Holm, from Picton. (488, 172, 629, 269)
mayoralty-text: Several candidates are spoken of in connection with the Lower Hutt mayoral contest. Mr. Oaten Stevens, who held the office for four years, has been approached, but he has found it impossible to consent to nomination on account of business. The Deputy-Mayor (Councillor T. A. Peterkin) and Mr. J. P. Taylor have definitely announced themselves, but Mr. E. P. Bunny, who is reported as a candidate, has made no definite statement up to the present. (338, 91, 479, 158)
growth-heading: FOR THE GROWTH AND PRESERVATION OF THE HAIR. (Registered.) (878, 97, 1016, 190)
list-item: DUCHESSE CHEST, as shown For £3 10s. 6d. (810, 756, 1084, 765)
arrivals-text-2: MAORI, s.s. (7.30 a.m.), 3,400 tons, Manning, from Lyttelton. Passengers: Saloon—Misses Brooks, Cameron, Hill, Grigg, Watson, Mesdames Barker, Gibson, Fisher, Reid, Hunter, Messrs. Adams, Bell, Clark, Davis, Ellis, Ford, Grant, Hall, Irwin, Kerr, Lane, Moore, Nash, Owen, Price, Rose, Scott, Todd, Wood; and 40 steerage. (488, 270, 629, 322)
frozen-meat-heading: FROZEN MEAT MARKET. (203, 215, 315, 225)
picnic-text: The sports held in the Lower Hutt Town Hall last evening drew a crowded audience, and the proceeds show a balance over £20 for the school picnic fund. The committee desire to thank all who contributed to the success of the gathering, including Mr. J. W. McEwan, who acted as conductor. The entertainment consisted of musical items, dances, and a farce, the Lower Hutt Dramatic Club staging the latter with considerable success. (338, 281, 479, 348)
column-rule (184, 50, 185, 1629)
cattle-text-2: Messrs. Dalgety and Co., Ltd., report that at Palmerston sale yesterday there was a good yarding of sheep and cattle. We sold fat ewes at 11s. to 13s. 6d.; good fat wethers, 14s. 9d. to 16s. 3d.; cull two-tooth ewes to 8s. 10d.; small store bullocks, £5 5s.; mixed-age cows, £3 10s. to £4. (189, 118, 329, 163)
after-using-portrait (1031, 313, 1097, 377)
expected-heading: EXPECTED ARRIVALS. (508, 586, 609, 596)
scoullar-heading: For Value in Furniture and Furnishings (833, 693, 1061, 708)
list-item: SEAMLESS PARQUET SQUARES, All Sizes, from 73s. 6d. to 12ft. × 15ft. Prices from £3 18s. 6d. to £12 7s. 6d. each. (810, 822, 1084, 843)
jottings-text: The new Technical School at Petone will be officially opened by the Minister for Education, the Hon. Geo. Fowlds, this evening. The Petone Borough Council is asked to attend the function, and after the opening ceremony, there will be an opportunity for inspecting the building and the equipment. Intending pupils may also enrol this evening. (338, 434, 479, 493)
